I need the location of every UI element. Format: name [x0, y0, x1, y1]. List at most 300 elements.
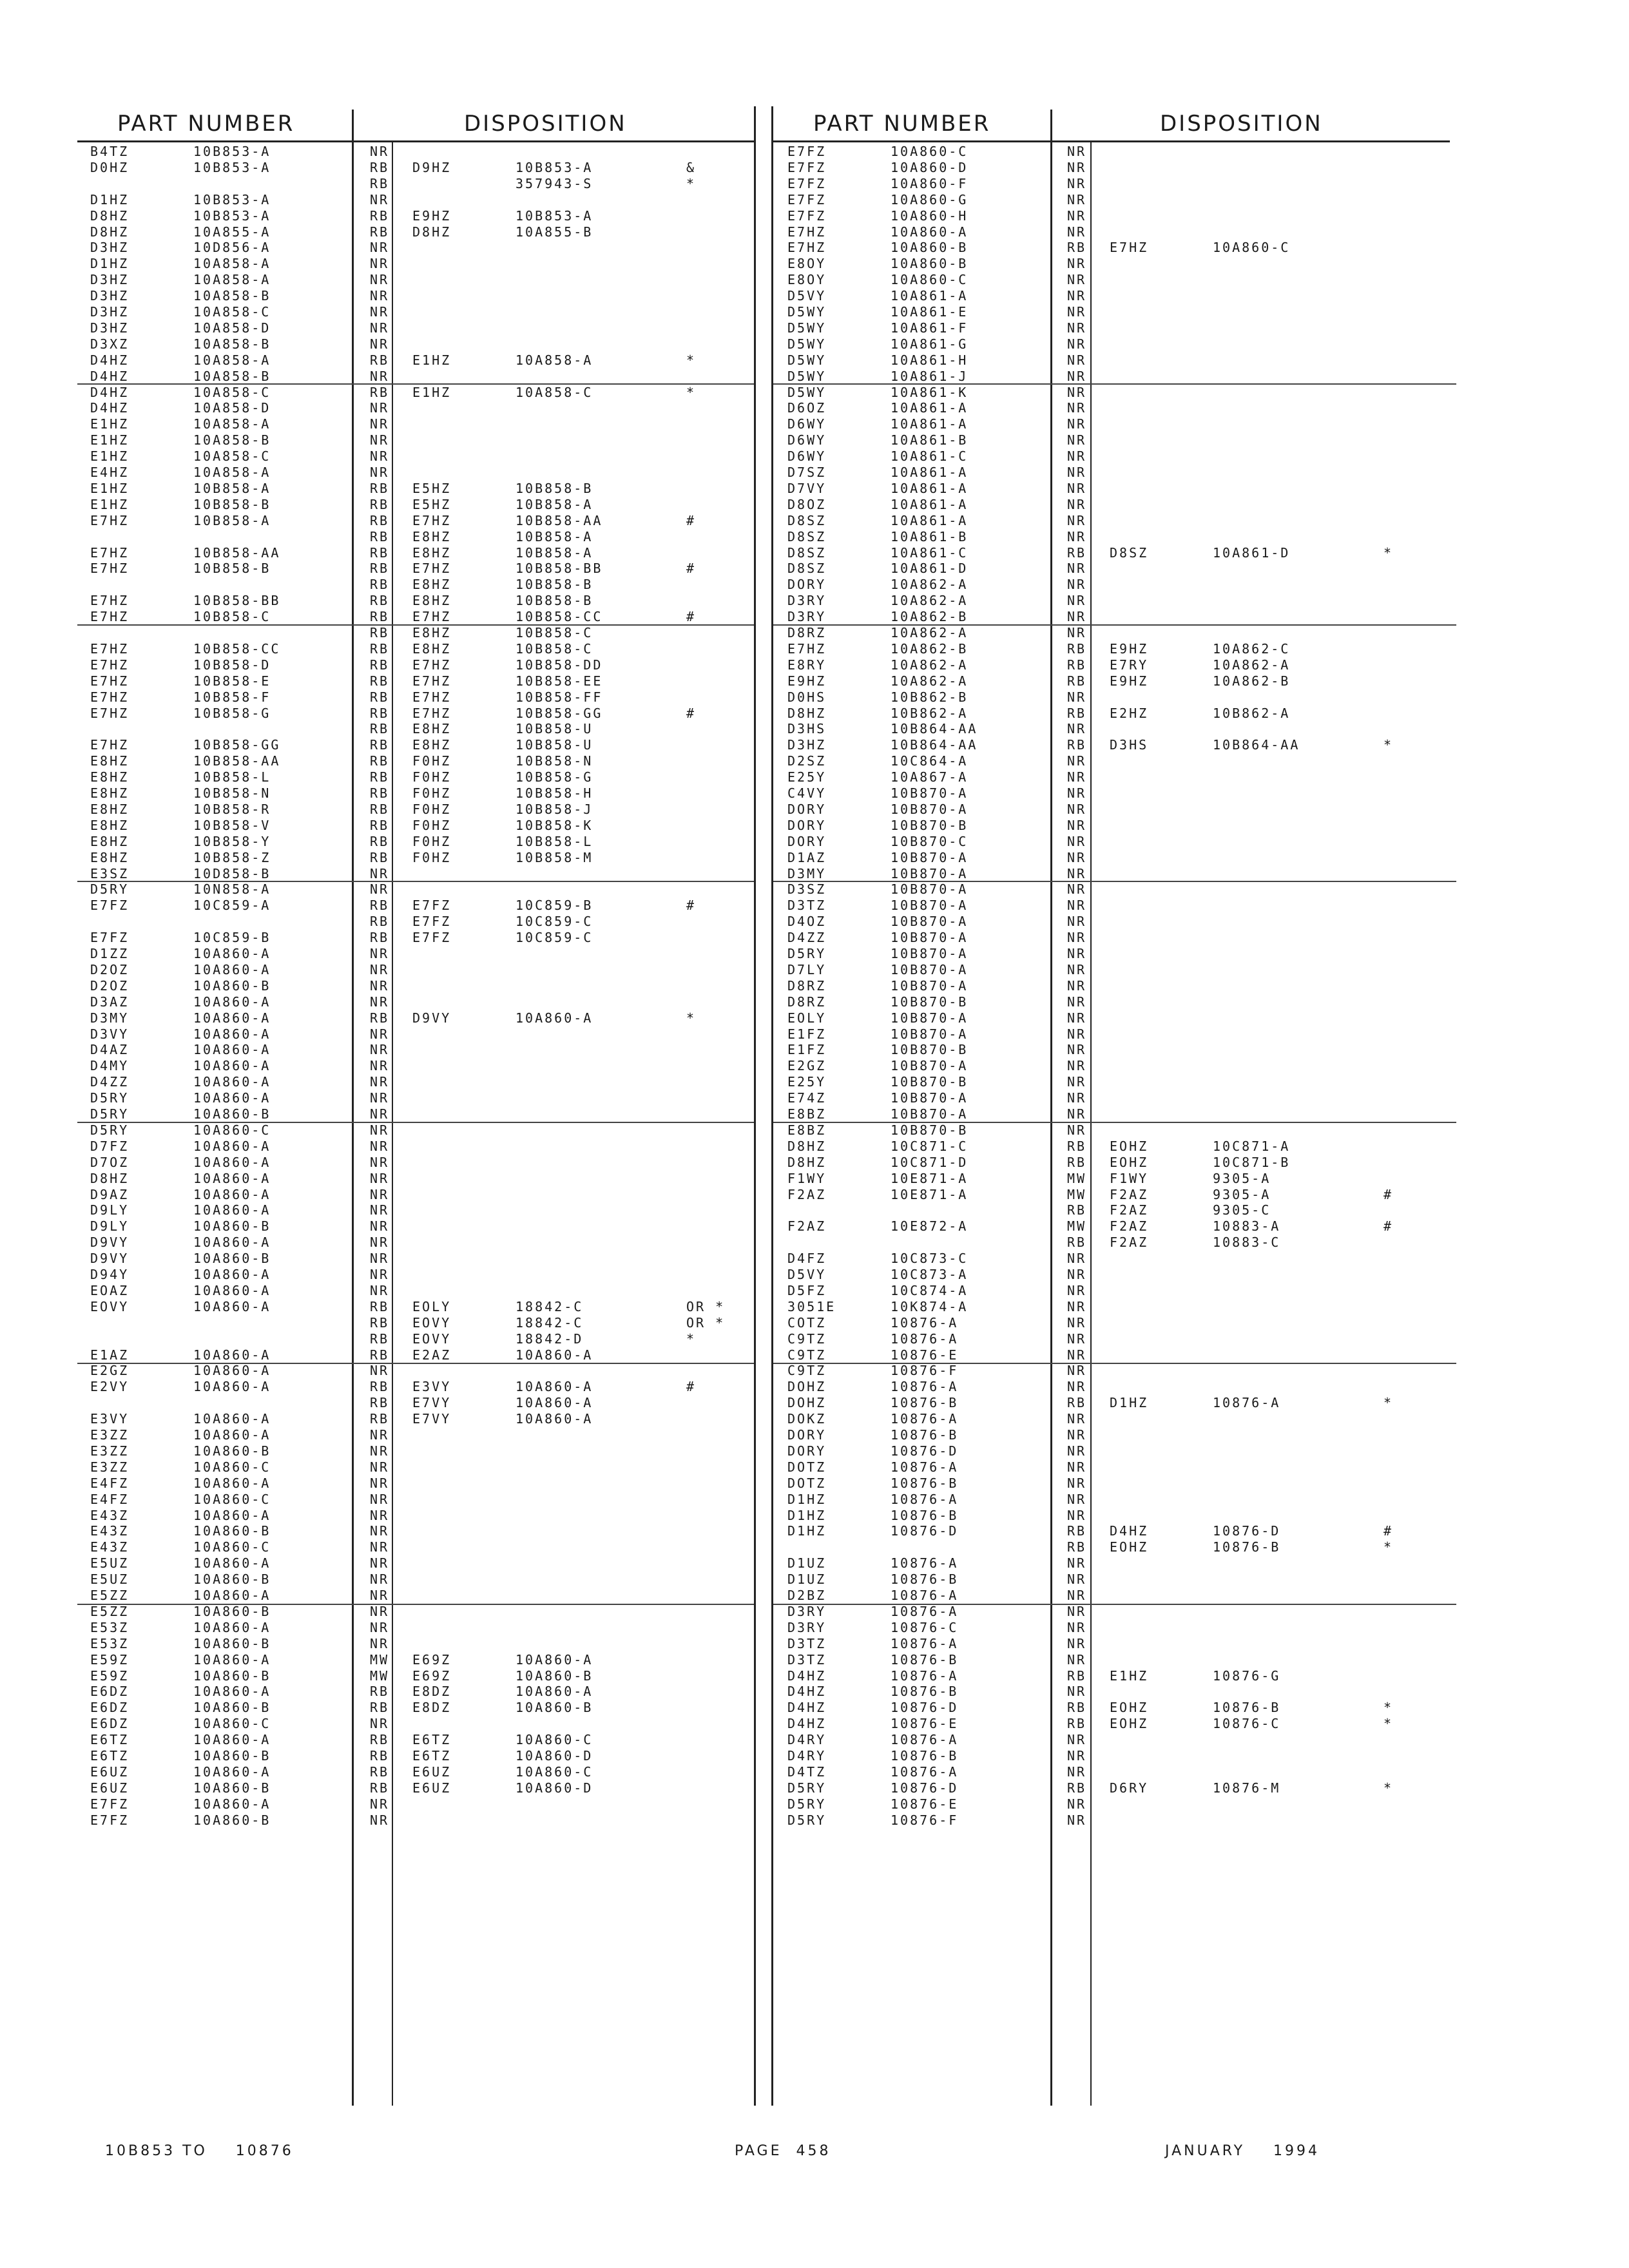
table-row — [90, 352, 773, 369]
replacement-part: 10A860-A — [516, 1684, 593, 1700]
part-number: 10A860-B — [193, 1748, 271, 1763]
disposition-code: RB — [370, 207, 390, 224]
replacement-model: F0HZ — [412, 849, 452, 865]
model-code: D8SZ — [787, 561, 827, 577]
model-code: D9VY — [90, 1251, 130, 1267]
table-row — [90, 1443, 773, 1459]
table-row — [787, 930, 1470, 946]
table-row — [90, 769, 773, 785]
note-mark: * — [1383, 1700, 1394, 1716]
table-row — [787, 1636, 1470, 1652]
part-number: 10A860-A — [193, 1186, 271, 1202]
model-code: D5WY — [787, 352, 827, 368]
table-row — [90, 369, 773, 385]
disposition-code: NR — [1067, 930, 1087, 946]
table-row — [787, 978, 1470, 994]
replacement-model: E5HZ — [412, 480, 452, 496]
table-row — [90, 400, 773, 416]
replacement-model: E8HZ — [412, 544, 452, 561]
part-number: 10A860-A — [193, 1796, 271, 1812]
disposition-code: NR — [1067, 159, 1087, 175]
note-mark: * — [1383, 1395, 1394, 1411]
table-row — [787, 272, 1470, 288]
part-number: 10A860-A — [193, 961, 271, 977]
disposition-code: NR — [370, 416, 390, 432]
replacement-part: 357943-S — [516, 175, 593, 191]
part-number: 10A858-B — [193, 368, 271, 384]
disposition-code: NR — [1067, 609, 1087, 625]
part-number: 10A860-A — [193, 1588, 271, 1603]
disposition-code: RB — [370, 898, 390, 914]
model-code: E6DZ — [90, 1716, 130, 1732]
disposition-code: NR — [370, 465, 390, 480]
part-number: 10876-F — [891, 1812, 959, 1828]
table-row — [787, 577, 1470, 593]
replacement-model: E9HZ — [412, 207, 452, 224]
table-row — [787, 946, 1470, 962]
model-code: E7FZ — [90, 1796, 130, 1812]
disposition-code: NR — [1067, 977, 1087, 994]
part-number: 10A862-B — [891, 640, 969, 657]
table-row — [90, 706, 773, 722]
replacement-model: EOVY — [412, 1331, 452, 1347]
table-row — [787, 513, 1470, 529]
model-code: EOAZ — [90, 1282, 130, 1298]
part-number: 10B870-A — [891, 914, 969, 930]
disposition-code: NR — [1067, 1603, 1087, 1619]
disposition-code: NR — [1067, 721, 1087, 737]
table-row — [787, 1620, 1470, 1636]
part-number: 10C864-A — [891, 753, 969, 769]
disposition-code: NR — [370, 881, 390, 898]
model-code: E1AZ — [90, 1347, 130, 1363]
replacement-part: 10876-D — [1213, 1523, 1281, 1539]
part-number: 10B870-A — [891, 946, 969, 961]
table-row — [787, 192, 1470, 208]
replacement-model: EOHZ — [1110, 1138, 1149, 1154]
table-row — [90, 176, 773, 192]
model-code: D7OZ — [90, 1154, 130, 1170]
model-code: DORY — [787, 577, 827, 593]
disposition-code: RB — [370, 159, 390, 175]
model-code: D5RY — [787, 1796, 827, 1812]
part-number: 10B870-B — [891, 1074, 969, 1090]
model-code: D3HS — [787, 721, 827, 737]
table-row — [787, 593, 1470, 609]
table-row — [787, 1139, 1470, 1155]
model-code: E7HZ — [90, 673, 130, 689]
table-row — [90, 657, 773, 673]
disposition-code: NR — [1067, 1347, 1087, 1363]
replacement-part: 10A860-C — [516, 1732, 593, 1748]
disposition-code: RB — [1067, 1539, 1087, 1555]
disposition-code: NR — [1067, 946, 1087, 961]
disposition-code: NR — [1067, 1267, 1087, 1282]
model-code: D3HZ — [787, 737, 827, 753]
model-code: E8HZ — [90, 769, 130, 785]
table-row — [90, 1202, 773, 1218]
part-number: 10A858-B — [193, 432, 271, 448]
part-number: 10876-E — [891, 1796, 959, 1812]
model-code: D8OZ — [787, 496, 827, 512]
disposition-code: NR — [370, 288, 390, 304]
part-number: 10A860-A — [193, 1090, 271, 1106]
table-row — [90, 641, 773, 657]
table-row — [90, 1010, 773, 1026]
part-number: 10A860-A — [193, 1170, 271, 1186]
table-row — [787, 1700, 1470, 1716]
model-code: D5WY — [787, 336, 827, 352]
disposition-code: MW — [370, 1667, 390, 1684]
part-number: 10876-A — [891, 1588, 959, 1603]
disposition-code: RB — [1067, 705, 1087, 721]
model-code: E53Z — [90, 1619, 130, 1635]
part-number: 10A860-A — [193, 1202, 271, 1218]
disposition-code: NR — [1067, 1251, 1087, 1267]
disposition-code: RB — [370, 224, 390, 240]
table-row — [787, 224, 1470, 240]
note-mark: * — [1383, 1539, 1394, 1555]
disposition-code: NR — [370, 1122, 390, 1138]
part-number: 10A860-F — [891, 175, 969, 191]
disposition-code: NR — [1067, 1314, 1087, 1331]
part-number: 10A860-B — [193, 977, 271, 994]
disposition-code: NR — [1067, 480, 1087, 496]
disposition-code: RB — [370, 785, 390, 801]
disposition-code: NR — [370, 1202, 390, 1218]
table-row — [90, 497, 773, 513]
model-code: F2AZ — [787, 1218, 827, 1235]
disposition-code: MW — [1067, 1218, 1087, 1235]
table-row — [90, 785, 773, 802]
table-row — [90, 1588, 773, 1604]
part-number: 10A860-A — [193, 1282, 271, 1298]
disposition-code: NR — [370, 1539, 390, 1555]
disposition-code: RB — [1067, 1523, 1087, 1539]
model-code: D8HZ — [787, 705, 827, 721]
table-row — [787, 1668, 1470, 1684]
replacement-part: 10A860-A — [516, 1651, 593, 1667]
model-code: D5WY — [787, 384, 827, 400]
part-number: 10A860-D — [891, 159, 969, 175]
model-code: E7FZ — [90, 930, 130, 946]
model-code: D4MY — [90, 1058, 130, 1074]
disposition-code: NR — [1067, 1619, 1087, 1635]
model-code: D1HZ — [787, 1491, 827, 1507]
note-mark: # — [1383, 1218, 1394, 1235]
part-number: 10A862-A — [891, 577, 969, 593]
part-number: 10A860-G — [891, 191, 969, 207]
replacement-model: E1HZ — [1110, 1667, 1149, 1684]
part-number: 10A861-A — [891, 512, 969, 528]
replacement-model: EOHZ — [1110, 1539, 1149, 1555]
disposition-code: NR — [370, 1475, 390, 1491]
disposition-code: RB — [370, 1347, 390, 1363]
disposition-code: RB — [1067, 640, 1087, 657]
table-row — [90, 1427, 773, 1443]
note-mark: OR * — [686, 1298, 726, 1314]
model-code: D4ZZ — [787, 930, 827, 946]
table-row — [787, 497, 1470, 513]
disposition-code: NR — [370, 1459, 390, 1475]
disposition-code: RB — [1067, 1154, 1087, 1170]
part-number: 10A860-B — [891, 256, 969, 272]
disposition-code: NR — [1067, 1555, 1087, 1571]
model-code: D8HZ — [787, 1154, 827, 1170]
part-number: 10876-B — [891, 1395, 959, 1411]
part-number: 10876-D — [891, 1443, 959, 1459]
table-row — [90, 240, 773, 256]
disposition-code: RB — [370, 609, 390, 625]
note-mark: * — [1383, 737, 1394, 753]
model-code: E5ZZ — [90, 1603, 130, 1619]
part-number: 10A860-A — [193, 1363, 271, 1379]
model-code: D4TZ — [787, 1763, 827, 1780]
replacement-part: 10B858-B — [516, 577, 593, 593]
table-row — [90, 1411, 773, 1427]
table-row — [90, 448, 773, 465]
replacement-model: E7FZ — [412, 898, 452, 914]
part-number: 10A860-B — [193, 1700, 271, 1716]
part-number: 10A861-D — [891, 561, 969, 577]
disposition-code: RB — [370, 512, 390, 528]
replacement-part: 10C871-A — [1213, 1138, 1291, 1154]
part-number: 10A862-A — [891, 657, 969, 673]
part-number: 10A861-G — [891, 336, 969, 352]
table-row — [90, 1668, 773, 1684]
table-row — [90, 192, 773, 208]
replacement-part: 10B858-GG — [516, 705, 603, 721]
replacement-model: E69Z — [412, 1667, 452, 1684]
disposition-code: NR — [1067, 833, 1087, 849]
disposition-code: NR — [370, 1058, 390, 1074]
replacement-model: E9HZ — [1110, 673, 1149, 689]
part-number: 10B862-B — [891, 689, 969, 705]
replacement-part: 9305-C — [1213, 1202, 1271, 1218]
part-number: 10B858-AA — [193, 544, 281, 561]
part-number: 10B870-B — [891, 817, 969, 833]
table-row — [90, 593, 773, 609]
part-number: 10A860-A — [193, 1010, 271, 1026]
table-row — [787, 1523, 1470, 1539]
disposition-code: RB — [370, 673, 390, 689]
table-row — [787, 1796, 1470, 1812]
disposition-code: NR — [1067, 1796, 1087, 1812]
model-code: D94Y — [90, 1267, 130, 1282]
model-code: E4FZ — [90, 1475, 130, 1491]
table-row — [90, 898, 773, 914]
table-row — [90, 1347, 773, 1363]
model-code: EOLY — [787, 1010, 827, 1026]
part-number: 10B858-R — [193, 801, 271, 817]
table-row — [90, 1283, 773, 1299]
table-row — [90, 577, 773, 593]
disposition-code: RB — [370, 1411, 390, 1427]
disposition-code: NR — [1067, 898, 1087, 914]
disposition-code: RB — [370, 930, 390, 946]
table-row — [787, 962, 1470, 978]
model-code: E1FZ — [787, 1042, 827, 1058]
model-code: D4HZ — [787, 1684, 827, 1700]
disposition-code: RB — [370, 849, 390, 865]
replacement-model: E5HZ — [412, 496, 452, 512]
table-row — [787, 818, 1470, 834]
disposition-code: RB — [370, 544, 390, 561]
table-row — [90, 1459, 773, 1475]
table-row — [787, 1764, 1470, 1780]
part-number: 10A861-H — [891, 352, 969, 368]
table-row — [90, 946, 773, 962]
part-number: 10876-B — [891, 1651, 959, 1667]
model-code: E7HZ — [90, 544, 130, 561]
model-code: D7LY — [787, 961, 827, 977]
model-code: D5RY — [787, 946, 827, 961]
model-code: E2GZ — [90, 1363, 130, 1379]
replacement-model: EOHZ — [1110, 1154, 1149, 1170]
table-row — [90, 689, 773, 706]
model-code: E1HZ — [90, 480, 130, 496]
replacement-part: 10B858-B — [516, 480, 593, 496]
table-row — [90, 721, 773, 737]
note-mark: & — [686, 159, 697, 175]
part-number: 10A861-A — [891, 288, 969, 304]
table-row — [90, 1523, 773, 1539]
table-row — [90, 272, 773, 288]
part-number: 10A860-A — [193, 1684, 271, 1700]
part-number: 10876-A — [891, 1411, 959, 1427]
model-code: D0HZ — [90, 159, 130, 175]
table-row — [90, 1299, 773, 1315]
model-code: D2OZ — [90, 961, 130, 977]
disposition-code: NR — [1067, 1491, 1087, 1507]
part-number: 10A860-A — [193, 1411, 271, 1427]
disposition-code: NR — [370, 1603, 390, 1619]
part-number: 10876-A — [891, 1732, 959, 1748]
table-row — [90, 625, 773, 641]
disposition-code: NR — [370, 1523, 390, 1539]
part-number: 10B858-CC — [193, 640, 281, 657]
disposition-code: NR — [1067, 994, 1087, 1010]
part-number: 10A855-A — [193, 224, 271, 240]
replacement-part: 10B858-U — [516, 721, 593, 737]
replacement-part: 10A855-B — [516, 224, 593, 240]
part-number: 10A860-B — [193, 1251, 271, 1267]
part-number: 10B858-AA — [193, 753, 281, 769]
disposition-code: NR — [1067, 496, 1087, 512]
table-row — [787, 689, 1470, 706]
table-row — [90, 1652, 773, 1668]
replacement-model: D8HZ — [412, 224, 452, 240]
replacement-part: 10A860-A — [516, 1010, 593, 1026]
part-number: 10A860-A — [193, 1507, 271, 1523]
replacement-model: F2AZ — [1110, 1235, 1149, 1251]
table-row — [787, 1604, 1470, 1620]
model-code: E1HZ — [90, 416, 130, 432]
model-code: E25Y — [787, 1074, 827, 1090]
disposition-code: NR — [370, 946, 390, 961]
disposition-code: NR — [370, 1282, 390, 1298]
part-number: 10A860-C — [193, 1122, 271, 1138]
disposition-code: RB — [1067, 737, 1087, 753]
table-row — [90, 1620, 773, 1636]
table-row — [90, 1732, 773, 1748]
table-row — [787, 609, 1470, 625]
disposition-code: NR — [1067, 224, 1087, 240]
part-number: 10876-A — [891, 1603, 959, 1619]
disposition-code: NR — [370, 1186, 390, 1202]
table-row — [90, 1315, 773, 1331]
table-row — [787, 1748, 1470, 1764]
table-row — [787, 785, 1470, 802]
part-number: 10876-B — [891, 1507, 959, 1523]
disposition-code: NR — [1067, 272, 1087, 288]
table-row — [787, 1235, 1470, 1251]
table-row — [787, 1427, 1470, 1443]
disposition-code: RB — [1067, 1138, 1087, 1154]
part-number: 10B870-B — [891, 994, 969, 1010]
model-code: E3ZZ — [90, 1427, 130, 1443]
table-row — [787, 1122, 1470, 1139]
part-number: 10D858-B — [193, 865, 271, 881]
part-number: 10A860-A — [193, 1619, 271, 1635]
table-row — [787, 1684, 1470, 1700]
model-code: E7FZ — [787, 144, 827, 159]
replacement-part: 10A862-B — [1213, 673, 1291, 689]
replacement-model: EOVY — [412, 1314, 452, 1331]
disposition-code: NR — [370, 448, 390, 465]
model-code: C9TZ — [787, 1363, 827, 1379]
part-number: 10B858-V — [193, 817, 271, 833]
model-code: E8RY — [787, 657, 827, 673]
disposition-code: NR — [1067, 1331, 1087, 1347]
part-number: 10A858-C — [193, 384, 271, 400]
model-code: E43Z — [90, 1523, 130, 1539]
table-row — [90, 513, 773, 529]
replacement-part: 10C871-B — [1213, 1154, 1291, 1170]
disposition-code: RB — [370, 593, 390, 609]
disposition-code: NR — [1067, 1748, 1087, 1763]
model-code: E7HZ — [90, 657, 130, 673]
model-code: E8BZ — [787, 1106, 827, 1122]
table-row — [90, 1475, 773, 1492]
replacement-part: 10B858-J — [516, 801, 593, 817]
part-number: 10K874-A — [891, 1298, 969, 1314]
table-row — [787, 465, 1470, 481]
replacement-model: E7HZ — [412, 689, 452, 705]
replacement-part: 10B864-AA — [1213, 737, 1300, 753]
disposition-code: NR — [1067, 577, 1087, 593]
disposition-code: NR — [1067, 288, 1087, 304]
disposition-code: RB — [1067, 1667, 1087, 1684]
model-code: DORY — [787, 1443, 827, 1459]
model-code: E2GZ — [787, 1058, 827, 1074]
part-number: 10876-B — [891, 1684, 959, 1700]
replacement-part: 10C859-C — [516, 930, 593, 946]
replacement-model: EOLY — [412, 1298, 452, 1314]
disposition-code: RB — [370, 753, 390, 769]
replacement-model: F0HZ — [412, 801, 452, 817]
disposition-code: NR — [370, 368, 390, 384]
disposition-code: NR — [370, 1090, 390, 1106]
disposition-code: NR — [1067, 416, 1087, 432]
model-code: D3MY — [90, 1010, 130, 1026]
table-row — [90, 737, 773, 753]
disposition-code: NR — [370, 1588, 390, 1603]
table-row — [90, 288, 773, 304]
part-number: 10A858-C — [193, 448, 271, 465]
disposition-code: NR — [370, 1154, 390, 1170]
part-number: 10A861-K — [891, 384, 969, 400]
